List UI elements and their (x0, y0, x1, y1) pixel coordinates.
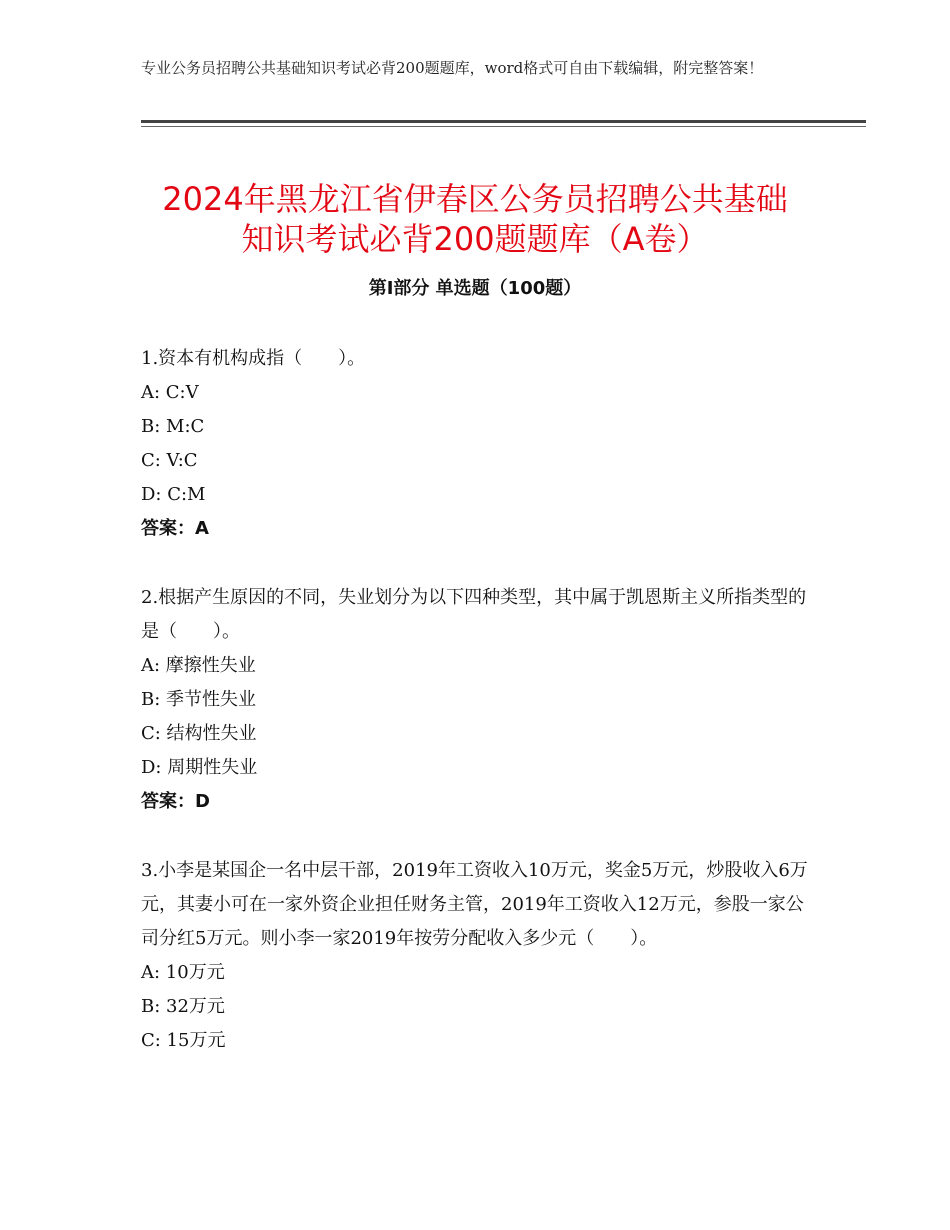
option-a: A: 10万元 (141, 962, 225, 983)
question-3 (141, 854, 811, 1058)
title-line-1: 2024年黑龙江省伊春区公务员招聘公共基础 (162, 180, 788, 219)
option-d: D: 周期性失业 (141, 757, 258, 778)
answer-label: 答案：A (141, 518, 209, 539)
option-c: C: 结构性失业 (141, 723, 257, 744)
question-1 (141, 342, 811, 546)
header-rule-thin (141, 126, 866, 127)
option-b: B: M:C (141, 416, 205, 437)
option-b: B: 季节性失业 (141, 689, 257, 710)
option-d: D: C:M (141, 484, 206, 505)
question-stem: 3.小李是某国企一名中层干部，2019年工资收入10万元，奖金5万元，炒股收入6万元，其妻小可在一家外资企业担任财务主管，2019年工资收入12万元，参股一家公司分红5万元。则小李一家2019年按劳分配收入多少元（ ）。 (141, 860, 808, 949)
question-stem: 1.资本有机构成指（ ）。 (141, 348, 366, 369)
option-b: B: 32万元 (141, 996, 225, 1017)
question-stem: 2.根据产生原因的不同，失业划分为以下四种类型，其中属于凯恩斯主义所指类型的是（ ）。 (141, 587, 807, 642)
option-c: C: V:C (141, 450, 198, 471)
option-a: A: C:V (141, 382, 199, 403)
section-title: 第Ⅰ部分 单选题（100题） (368, 278, 582, 299)
option-a: A: 摩擦性失业 (141, 655, 256, 676)
option-c: C: 15万元 (141, 1030, 226, 1051)
header-rule-thick (141, 120, 866, 123)
document-title (120, 179, 830, 259)
title-line-2: 知识考试必背200题题库（A卷） (241, 220, 709, 259)
question-2 (141, 581, 811, 819)
header-note: 专业公务员招聘公共基础知识考试必背200题题库，word格式可自由下载编辑，附完整答案！ (141, 59, 764, 77)
answer-label: 答案：D (141, 791, 210, 812)
